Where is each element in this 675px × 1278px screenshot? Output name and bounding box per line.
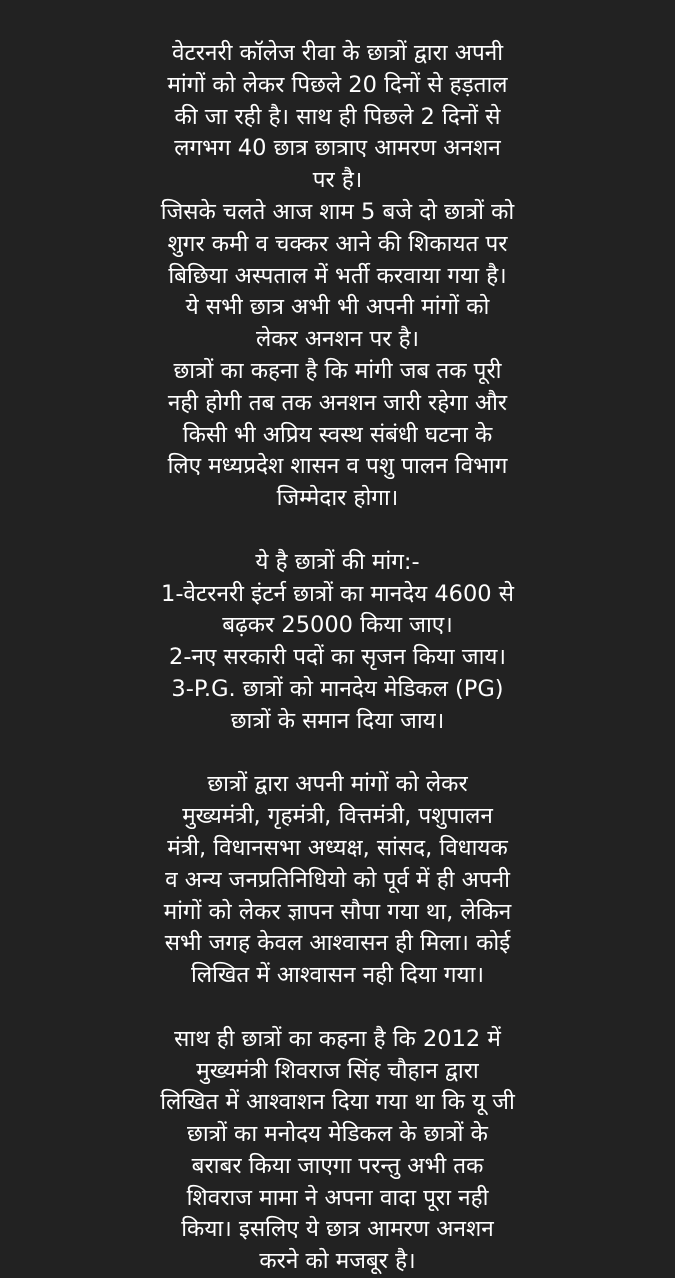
paragraph-student-demands bbox=[0, 547, 675, 738]
text-line: लिखित में आश्वासन नही दिया गया। bbox=[191, 962, 484, 989]
text-line: लगभग 40 छात्र छात्राए आमरण अनशन bbox=[174, 135, 501, 162]
text-line: बराबर किया जाएगा परन्तु अभी तक bbox=[191, 1152, 484, 1179]
paragraph-spacer bbox=[0, 738, 675, 770]
text-line: सभी जगह केवल आश्वासन ही मिला। कोई bbox=[164, 930, 511, 957]
text-line: पर है। bbox=[312, 167, 363, 194]
text-line: ये सभी छात्र अभी भी अपनी मांगों को bbox=[185, 294, 490, 321]
text-line: छात्रों का मनोदय मेडिकल के छात्रों के bbox=[187, 1121, 488, 1148]
text-line: ये है छात्रों की मांग:- bbox=[255, 548, 420, 575]
paragraph-strike-and-hunger-strike bbox=[0, 38, 675, 515]
text-line: करने को मजबूर है। bbox=[259, 1248, 416, 1275]
paragraph-spacer bbox=[0, 992, 675, 1024]
text-line: शिवराज मामा ने अपना वादा पूरा नही bbox=[186, 1184, 489, 1211]
text-line: साथ ही छात्रों का कहना है कि 2012 में bbox=[174, 1025, 501, 1052]
document-text bbox=[0, 38, 675, 1278]
text-line: बिछिया अस्पताल में भर्ती करवाया गया है। bbox=[168, 262, 507, 289]
paragraph-2012-promise bbox=[0, 1024, 675, 1278]
text-line: बढ़कर 25000 किया जाए। bbox=[222, 612, 453, 639]
text-line: लेकर अनशन पर है। bbox=[255, 326, 420, 353]
text-line: मांगों को लेकर पिछले 20 दिनों से हड़ताल bbox=[167, 71, 508, 98]
text-line: छात्रों द्वारा अपनी मांगों को लेकर bbox=[207, 771, 468, 798]
text-line: किसी भी अप्रिय स्वस्थ संबंधी घटना के bbox=[182, 421, 493, 448]
text-line: जिसके चलते आज शाम 5 बजे दो छात्रों को bbox=[160, 198, 515, 225]
text-line: 3-P.G. छात्रों को मानदेय मेडिकल (PG) bbox=[171, 675, 504, 702]
text-line: छात्रों का कहना है कि मांगी जब तक पूरी bbox=[173, 357, 502, 384]
text-line: लिखित में आश्वाशन दिया गया था कि यू जी bbox=[160, 1089, 515, 1116]
text-line: मंत्री, विधानसभा अध्यक्ष, सांसद, विधायक bbox=[167, 834, 508, 861]
text-line: शुगर कमी व चक्कर आने की शिकायत पर bbox=[167, 230, 508, 257]
text-line: जिम्मेदार होगा। bbox=[276, 485, 399, 512]
text-line: लिए मध्यप्रदेश शासन व पशु पालन विभाग bbox=[167, 453, 508, 480]
text-line: किया। इसलिए ये छात्र आमरण अनशन bbox=[181, 1216, 494, 1243]
text-line: वेटरनरी कॉलेज रीवा के छात्रों द्वारा अपनी bbox=[171, 40, 504, 66]
paragraph-memorandum bbox=[0, 769, 675, 992]
text-line: मुख्यमंत्री, गृहमंत्री, वित्तमंत्री, पशुपालन bbox=[182, 803, 493, 830]
paragraph-spacer bbox=[0, 515, 675, 547]
text-line: की जा रही है। साथ ही पिछले 2 दिनों से bbox=[174, 103, 501, 130]
text-line: 1-वेटरनरी इंटर्न छात्रों का मानदेय 4600 से bbox=[161, 580, 514, 607]
text-line: मांगों को लेकर ज्ञापन सौपा गया था, लेकिन bbox=[163, 898, 512, 925]
text-line: व अन्य जनप्रतिनिधियो को पूर्व में ही अपनी bbox=[165, 866, 510, 893]
text-line: मुख्यमंत्री शिवराज सिंह चौहान द्वारा bbox=[196, 1057, 479, 1084]
text-line: नही होगी तब तक अनशन जारी रहेगा और bbox=[167, 389, 508, 416]
text-line: छात्रों के समान दिया जाय। bbox=[230, 707, 445, 734]
text-line: 2-नए सरकारी पदों का सृजन किया जाय। bbox=[169, 644, 506, 671]
